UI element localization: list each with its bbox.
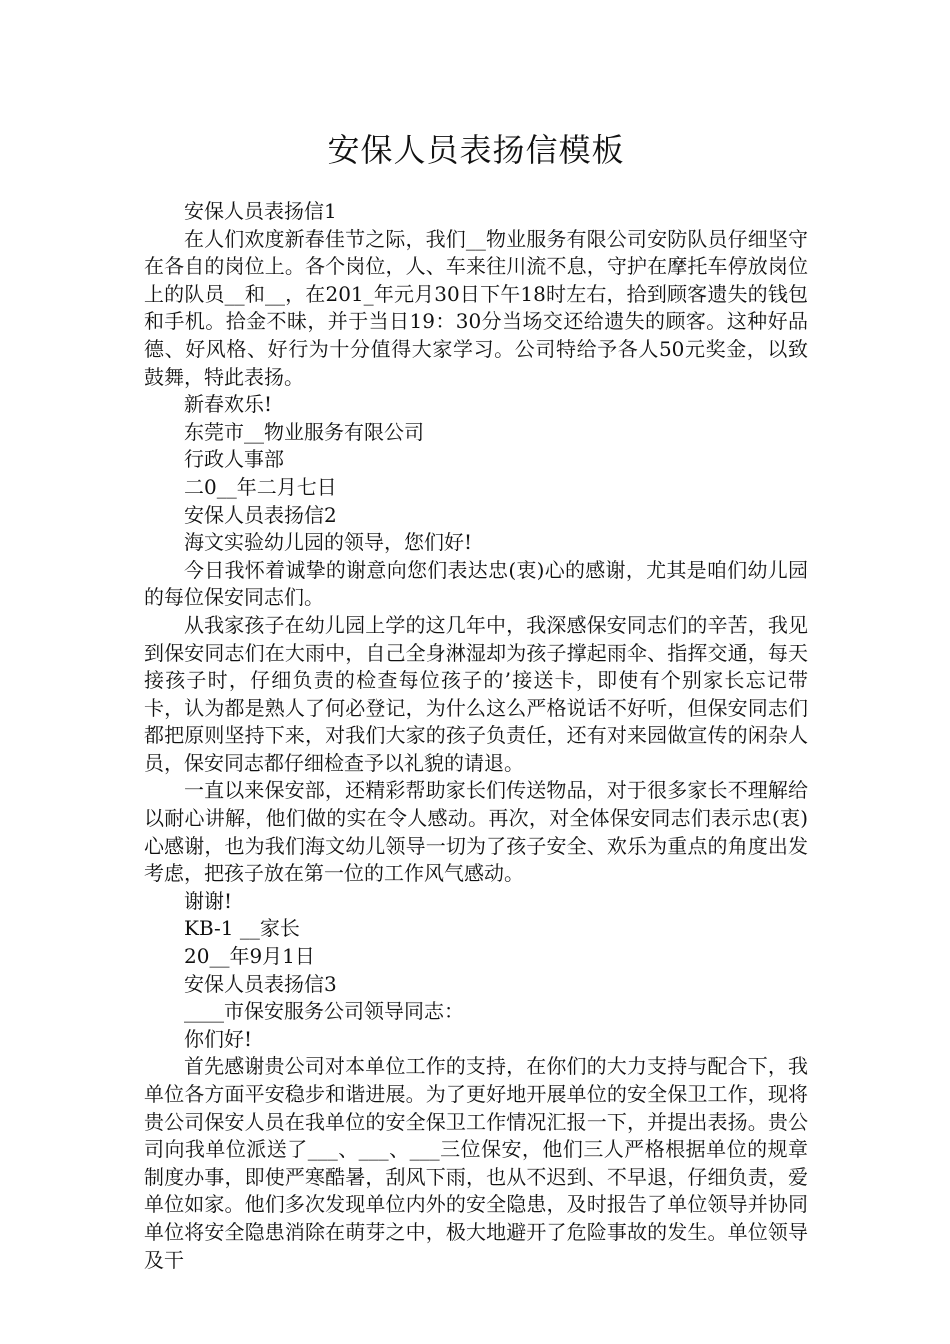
letter-1-signature-company: 东莞市__物业服务有限公司: [184, 419, 424, 444]
document-body: [144, 198, 808, 1274]
letter-2-thanks: 谢谢!: [184, 888, 233, 913]
letter-2-salutation: 海文实验幼儿园的领导，您们好!: [184, 530, 473, 555]
letter-3-greeting: 你们好!: [184, 1026, 253, 1051]
letter-1-heading: 安保人员表扬信1: [184, 199, 337, 223]
letter-3-heading: 安保人员表扬信3: [184, 971, 337, 996]
letter-3-body-1: 首先感谢贵公司对本单位工作的支持，在你们的大力支持与配合下，我单位各方面平安稳步和谐进展。为了更好地开展单位的安全保卫工作，现将贵公司保安人员在我单位的安全保卫工作情况汇报一下，并提出表扬。贵公司向我单位派送了___、___、___三位保安，他们三人严格根据单位的规章制度办事，即使严寒酷暑，刮风下雨，也从不迟到、不早退，仔细负责，爱单位如家。他们多次发现单位内外的安全隐患，及时报告了单位领导并协同单位将安全隐患消除在萌芽之中，极大地避开了危险事故的发生。单位领导及干: [144, 1054, 808, 1272]
letter-2-body-1: 今日我怀着诚挚的谢意向您们表达忠(衷)心的感谢，尤其是咱们幼儿园的每位保安同志们。: [144, 557, 808, 610]
letter-1-signature-department: 行政人事部: [184, 447, 284, 472]
letter-1-date: 二0__年二月七日: [184, 474, 337, 499]
document-title: 安保人员表扬信模板: [327, 131, 625, 169]
letter-2-body-3: 一直以来保安部，还精彩帮助家长们传送物品，对于很多家长不理解给以耐心讲解，他们做的实在令人感动。再次，对全体保安同志们表示忠(衷)心感谢，也为我们海文幼儿领导一切为了孩子安全、欢乐为重点的角度出发考虑，把孩子放在第一位的工作风气感动。: [144, 778, 808, 886]
document-page: [144, 128, 808, 1274]
letter-2-body-2: 从我家孩子在幼儿园上学的这几年中，我深感保安同志们的辛苦，我见到保安同志们在大雨中，自己全身淋湿却为孩子撑起雨伞、指挥交通，每天接孩子时，仔细负责的检查每位孩子的’接送卡，即使有个别家长忘记带卡，认为都是熟人了何必登记，为什么这么严格说话不好听，但保安同志们都把原则坚持下来，对我们大家的孩子负责任，还有对来园做宣传的闲杂人员，保安同志都仔细检查予以礼貌的请退。: [144, 612, 808, 775]
letter-3-salutation: ____市保安服务公司领导同志：: [184, 999, 464, 1024]
letter-1-greeting: 新春欢乐!: [184, 392, 273, 417]
letter-2-heading: 安保人员表扬信2: [184, 502, 337, 527]
letter-1-body: 在人们欢度新春佳节之际，我们__物业服务有限公司安防队员仔细坚守在各自的岗位上。各个岗位，人、车来往川流不息，守护在摩托车停放岗位上的队员__和__，在201_年元月30日下午18时左右，拾到顾客遗失的钱包和手机。拾金不昧，并于当日19：30分当场交还给遗失的顾客。这种好品德、好风格、好行为十分值得大家学习。公司特给予各人50元奖金，以致鼓舞，特此表扬。: [144, 226, 808, 389]
letter-2-date: 20__年9月1日: [184, 944, 315, 969]
letter-2-signature: KB-1 __家长: [184, 916, 300, 941]
